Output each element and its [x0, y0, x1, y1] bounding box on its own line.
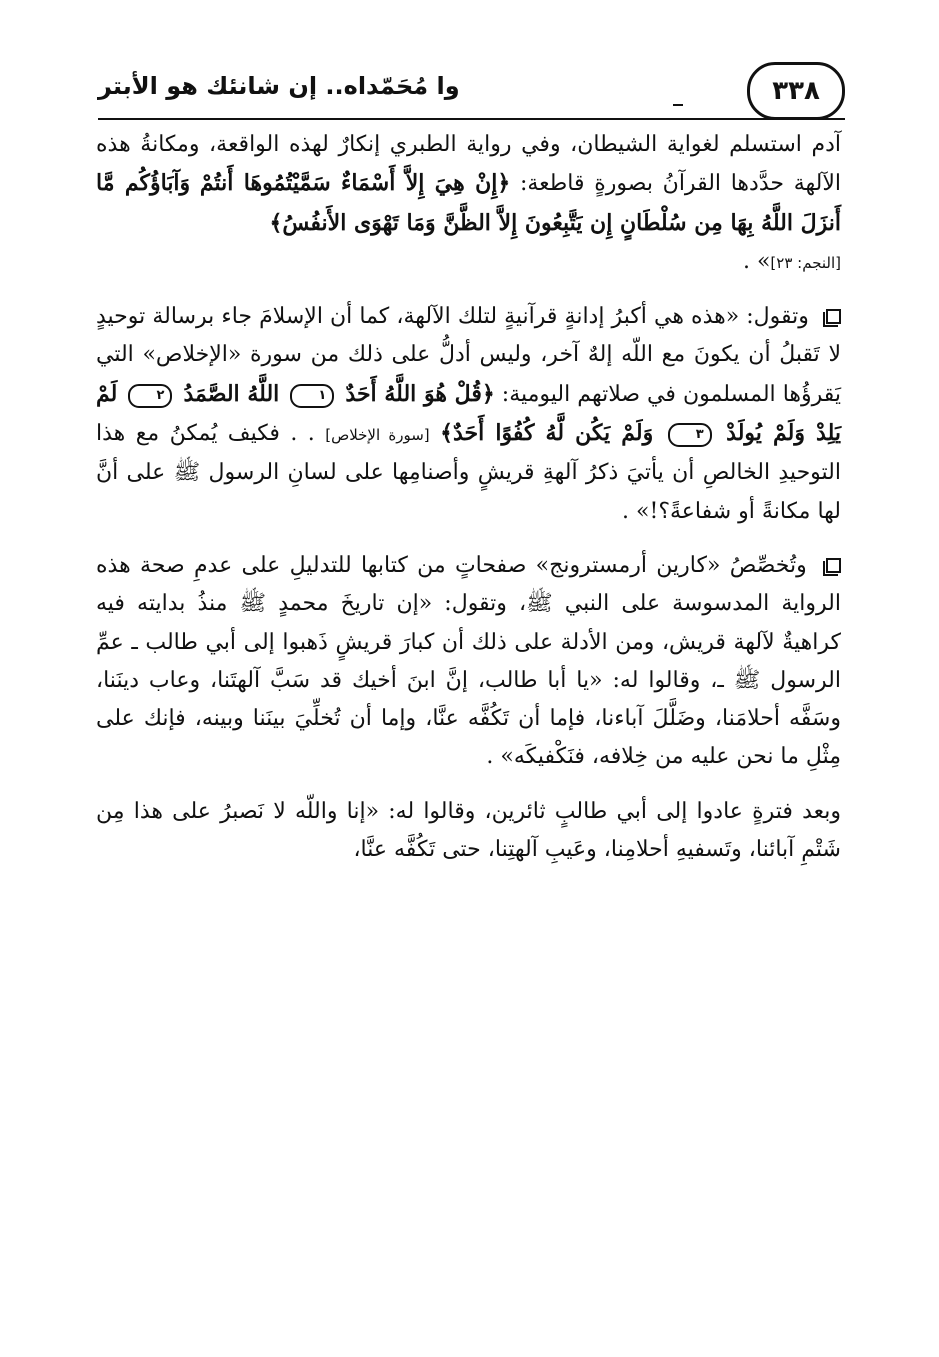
- header-tick-mark: [673, 104, 683, 106]
- page-body: [96, 126, 841, 869]
- page-number: ٣٣٨: [747, 62, 845, 120]
- paragraph-2: [96, 298, 841, 531]
- text-segment: وتُخصِّصُ «كارين أرمسترونج» صفحاتٍ من كتابها للتدليلِ على عدمِ صحة هذه الرواية المدسوسة على النبي ﷺ، وتقول: «إن تاريخَ محمدٍ ﷺ منذُ بدايته فيه كراهيةٌ لآلهة قريش، ومن الأدلة على ذلك أن كبارَ قريشٍ ذَهبوا إلى أبي طالب ـ عمِّ الرسول ﷺ ـ، وقالوا له: «يا أبا طالب، إنَّ ابنَ أخيك قد سَبَّ آلهتَنا، وعاب دينَنا، وسَفَّه أحلامَنا، وضَلَّلَ آباءنا، فإما أن تَكُفَّه عنَّا، وإما أن تُخلِّيَ بينَنا وبينه، فإنك على مِثْلِ ما نحن عليه من خِلافه، فنَكْفيكَه» .: [96, 552, 841, 770]
- text-segment: . . فكيف يُمكنُ مع هذا التوحيدِ الخالصِ أن يأتيَ ذكرُ آلهةِ قريشٍ وأصنامِها على لسانِ الرسول ﷺ على أنَّ لها مكانةً أو شفاعةً؟!» .: [96, 421, 841, 524]
- ayah-number-mark: ٣: [668, 423, 712, 447]
- quran-verse: وَلَمْ يَكُن لَّهُ كُفُوًا أَحَدٌ﴾: [440, 420, 654, 447]
- quran-verse: لَمْ يَلِدْ وَلَمْ يُولَدْ: [96, 380, 842, 447]
- paragraph-bullet-icon: [826, 309, 841, 324]
- text-line: آدم استسلم لغواية الشيطان، وفي رواية الطبري إنكارٌ لهذه الواقعة، ومكانةُ: [140, 132, 841, 157]
- page-header: [98, 62, 845, 126]
- quran-verse: وَآبَاؤُكُم مَّا أَنزَلَ اللَّهُ بِهَا مِن سُلْطَانٍ إِن يَتَّبِعُونَ إِلاَّ الظَّنَّ وَمَا تَهْوَى الأَنفُسُ﴾: [96, 170, 841, 236]
- text-segment: وبعد فترةٍ عادوا إلى أبي طالبٍ ثائرين، وقالوا له: «إنا واللّه لا نَصبرُ على هذا مِن شَتْمِ آبائنا، وتَسفيهِ أحلامِنا، وعَيبِ آلهتِنا، حتى تَكُفَّه عنَّا،: [96, 798, 841, 863]
- citation-row: [96, 243, 841, 282]
- ayah-number-mark: ٢: [128, 384, 172, 408]
- running-title: وا مُحَمّداه.. إن شانئك هو الأبتر: [98, 72, 460, 100]
- ayah-number-mark: ١: [290, 384, 334, 408]
- paragraph-4: [96, 793, 841, 870]
- paragraph-3: [96, 547, 841, 777]
- paragraph-bullet-icon: [826, 558, 841, 573]
- paragraph-1: [96, 126, 841, 282]
- quote-end: » .: [742, 248, 771, 274]
- header-rule: [98, 118, 845, 120]
- verse-citation: [النجم: ٢٣]: [770, 253, 841, 272]
- text-segment: وتقول: «هذه هي أكبرُ إدانةٍ قرآنيةٍ لتلك الآلهة، كما أن الإسلامَ جاء برسالة توحيدٍ لا تَقبلُ أن يكونَ مع اللّه إلهٌ آخر، وليس أدلُّ على ذلك من سورة «الإخلاص» التي يَقرؤُها المسلمون في صلاتهم اليومية:: [96, 304, 842, 407]
- text-segment: هذه الآلهة حدَّدها القرآنُ بصورةٍ قاطعة:: [96, 132, 841, 197]
- quran-verse: اللَّهُ الصَّمَدُ: [183, 380, 280, 407]
- quran-verse: ﴿قُلْ هُوَ اللَّهُ أَحَدٌ: [345, 380, 495, 407]
- quran-verse: ﴿إِنْ هِيَ إِلاَّ أَسْمَاءٌ سَمَّيْتُمُوهَا أَنتُمْ: [199, 170, 511, 197]
- surah-citation: [سورة الإخلاص]: [325, 426, 430, 445]
